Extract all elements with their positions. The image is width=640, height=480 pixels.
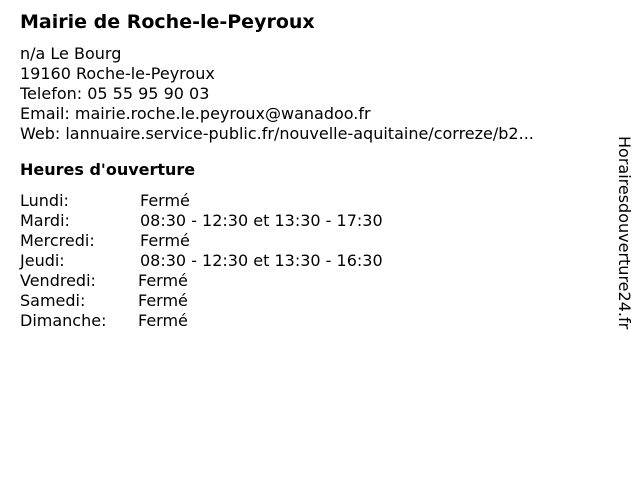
day-label: Dimanche: — [20, 311, 107, 330]
time-value: Fermé — [138, 291, 188, 310]
hours-row-dimanche — [20, 311, 600, 331]
time-value: Fermé — [140, 231, 190, 250]
phone-line: Telefon: 05 55 95 90 03 — [20, 84, 210, 103]
email-line: Email: mairie.roche.le.peyroux@wanadoo.fr — [20, 104, 371, 123]
hours-row-mardi — [20, 211, 600, 231]
day-label: Jeudi: — [20, 251, 65, 270]
web-line: Web: lannuaire.service-public.fr/nouvelle-aquitaine/correze/b2... — [20, 124, 534, 143]
day-label: Lundi: — [20, 191, 69, 210]
hours-row-lundi — [20, 191, 600, 211]
city-line: 19160 Roche-le-Peyroux — [20, 64, 215, 83]
page-title: Mairie de Roche-le-Peyroux — [20, 11, 315, 33]
hours-row-jeudi — [20, 251, 600, 271]
site-brand-text: Horairesdouverture24.fr — [615, 136, 634, 330]
time-value: Fermé — [138, 271, 188, 290]
day-label: Mercredi: — [20, 231, 95, 250]
time-value: Fermé — [140, 191, 190, 210]
hours-row-samedi — [20, 291, 600, 311]
day-label: Vendredi: — [20, 271, 96, 290]
hours-heading: Heures d'ouverture — [20, 160, 196, 179]
address-block — [20, 44, 600, 144]
listing-card — [20, 10, 600, 331]
street-line: n/a Le Bourg — [20, 44, 122, 63]
hours-table — [20, 191, 600, 331]
time-value: Fermé — [138, 311, 188, 330]
day-label: Samedi: — [20, 291, 86, 310]
hours-row-vendredi — [20, 271, 600, 291]
hours-row-mercredi — [20, 231, 600, 251]
time-value: 08:30 - 12:30 et 13:30 - 16:30 — [140, 251, 383, 270]
time-value: 08:30 - 12:30 et 13:30 - 17:30 — [140, 211, 383, 230]
day-label: Mardi: — [20, 211, 70, 230]
